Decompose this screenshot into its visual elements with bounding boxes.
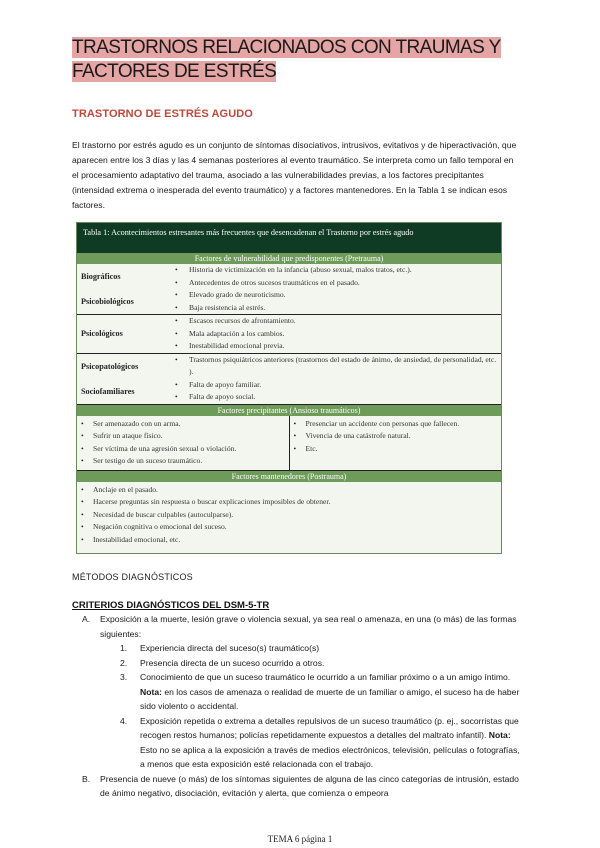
criterion-a-item bbox=[120, 641, 522, 656]
list-item: • Elevado grado de neuroticismo. bbox=[169, 289, 501, 302]
table-caption: Tabla 1: Acontecimientos estresantes más frecuentes que desencadenan el Trastorno por estrés agudo bbox=[77, 223, 501, 253]
row-items bbox=[169, 354, 501, 379]
vulnerability-row bbox=[77, 354, 501, 379]
note-label: Nota: bbox=[488, 730, 511, 740]
criteria-list bbox=[82, 612, 522, 801]
page-title bbox=[72, 36, 566, 84]
row-items bbox=[169, 264, 501, 289]
intro-paragraph: El trastorno por estrés agudo es un conjunto de síntomas disociativos, intrusivos, evitativos y de hiperactivación, que aparecen entre los 3 días y las 4 semanas posteriores al evento traumático. Se interpreta como un fallo temporal en el procesamiento adaptativo del trauma, asociado a las vulnerabilidades previas, a los factores precipitantes (intensidad extrema o inesperada del evento traumático) y a factores mantenedores. En la Tabla 1 se indican esos factores. bbox=[72, 140, 517, 210]
section-heading: TRASTORNO DE ESTRÉS AGUDO bbox=[72, 108, 253, 120]
item-marker: 4. bbox=[120, 715, 128, 726]
precipitating-header: Factores precipitantes (Ansioso traumáticos) bbox=[77, 405, 501, 416]
list-item: • Ser víctima de una agresión sexual o violación. bbox=[79, 443, 287, 456]
list-item: • Anclaje en el pasado. bbox=[79, 484, 499, 497]
criterion-b-marker: B. bbox=[82, 773, 91, 784]
list-item: • Mala adaptación a los cambios. bbox=[169, 328, 501, 341]
list-item: • Etc. bbox=[292, 443, 500, 456]
criterion-a-items bbox=[100, 641, 522, 772]
row-items bbox=[169, 315, 501, 353]
precipitating-left-col bbox=[77, 416, 289, 470]
precipitating-row bbox=[77, 416, 501, 471]
page-footer: TEMA 6 página 1 bbox=[267, 834, 333, 844]
criterion-a-item bbox=[120, 670, 522, 714]
vulnerability-row bbox=[77, 289, 501, 314]
list-item: • Necesidad de buscar culpables (autoculparse). bbox=[79, 509, 499, 522]
vulnerability-row bbox=[77, 379, 501, 404]
item-text: Experiencia directa del suceso(s) traumático(s) bbox=[140, 643, 320, 653]
page-title-wrap bbox=[72, 36, 566, 84]
item-text: Exposición repetida o extrema a detalles repulsivos de un suceso traumático (p. ej., socorristas que recogen restos humanos; policías repetidamente expuestos a detalles del maltrato infantil). bbox=[140, 715, 519, 740]
note-text: en los casos de amenaza o realidad de muerte de un familiar o amigo, el suceso ha de haber sido violento o accidental. bbox=[140, 686, 520, 711]
list-item: • Escasos recursos de afrontamiento. bbox=[169, 315, 501, 328]
row-items bbox=[169, 289, 501, 314]
row-label: Psicobiológicos bbox=[81, 297, 134, 306]
list-item: • Falta de apoyo social. bbox=[169, 391, 501, 404]
item-text: Presencia directa de un suceso ocurrido a otros. bbox=[140, 657, 325, 668]
note-text: Esto no se aplica a la exposición a través de medios electrónicos, televisión, películas o fotografías, a menos que esta exposición esté relacionada con el trabajo. bbox=[140, 744, 520, 769]
page-title-text: TRASTORNOS RELACIONADOS CON TRAUMAS Y FACTORES DE ESTRÉS bbox=[72, 37, 501, 82]
row-label: Sociofamiliares bbox=[81, 386, 135, 396]
maintaining-list bbox=[77, 482, 501, 549]
vulnerability-group bbox=[77, 354, 501, 405]
list-item: • Inestabilidad emocional previa. bbox=[169, 340, 501, 353]
criterion-a bbox=[82, 612, 522, 772]
factors-table bbox=[76, 222, 502, 554]
vulnerability-groups bbox=[77, 264, 501, 405]
list-item: • Historia de victimización en la infancia (abuso sexual, malos tratos, etc.). bbox=[169, 264, 501, 277]
list-item: • Ser testigo de un suceso traumático. bbox=[79, 455, 287, 468]
vulnerability-row bbox=[77, 264, 501, 289]
methods-heading: MÉTODOS DIAGNÓSTICOS bbox=[72, 572, 193, 582]
row-items bbox=[169, 379, 501, 404]
list-item: • Trastornos psiquiátricos anteriores (trastornos del estado de ánimo, de ansiedad, de personalidad, etc. ). bbox=[169, 354, 501, 379]
list-item: • Ser amenazado con un arma. bbox=[79, 418, 287, 431]
note-label: Nota: bbox=[140, 686, 162, 697]
criterion-a-item bbox=[120, 714, 522, 772]
row-label: Psicopatológicos bbox=[81, 361, 139, 371]
list-item: • Falta de apoyo familiar. bbox=[169, 379, 501, 392]
list-item: • Vivencia de una catástrofe natural. bbox=[292, 430, 500, 443]
criterion-a-text: Exposición a la muerte, lesión grave o violencia sexual, ya sea real o amenaza, en una (o más) de las formas siguientes: bbox=[100, 614, 517, 639]
item-marker: 1. bbox=[120, 643, 128, 653]
criterion-b-text: Presencia de nueve (o más) de los síntomas siguientes de alguna de las cinco categorías de intrusión, estado de ánimo negativo, disociación, evitación y alerta, que comienza o empeora bbox=[100, 773, 519, 798]
precipitating-right-col bbox=[289, 416, 502, 470]
list-item: • Baja resistencia al estrés. bbox=[169, 302, 501, 315]
vulnerability-group bbox=[77, 264, 501, 315]
vulnerability-row bbox=[77, 315, 501, 353]
list-item: • Sufrir un ataque físico. bbox=[79, 430, 287, 443]
list-item: • Antecedentes de otros sucesos traumáticos en el pasado. bbox=[169, 277, 501, 290]
criteria-heading: CRITERIOS DIAGNÓSTICOS DEL DSM-5-TR bbox=[72, 600, 270, 611]
criterion-a-marker: A. bbox=[82, 614, 91, 624]
vulnerability-header: Factores de vulnerabilidad que predisponentes (Pretrauma) bbox=[77, 253, 501, 264]
item-marker: 2. bbox=[120, 657, 128, 668]
criterion-a-item bbox=[120, 656, 522, 671]
row-label: Biográficos bbox=[81, 272, 121, 281]
list-item: • Inestabilidad emocional, etc. bbox=[79, 534, 499, 547]
vulnerability-group bbox=[77, 315, 501, 354]
row-label: Psicológicos bbox=[81, 329, 123, 339]
criterion-b bbox=[82, 772, 522, 801]
item-text: Conocimiento de que un suceso traumático le ocurrido a un familiar próximo o a un amigo íntimo. bbox=[140, 672, 511, 682]
list-item: • Hacerse preguntas sin respuesta o buscar explicaciones imposibles de obtener. bbox=[79, 496, 499, 509]
maintaining-header: Factores mantenedores (Postrauma) bbox=[77, 471, 501, 482]
list-item: • Negación cognitiva o emocional del suceso. bbox=[79, 521, 499, 534]
item-marker: 3. bbox=[120, 672, 128, 682]
list-item: • Presenciar un accidente con personas que fallecen. bbox=[292, 418, 500, 431]
